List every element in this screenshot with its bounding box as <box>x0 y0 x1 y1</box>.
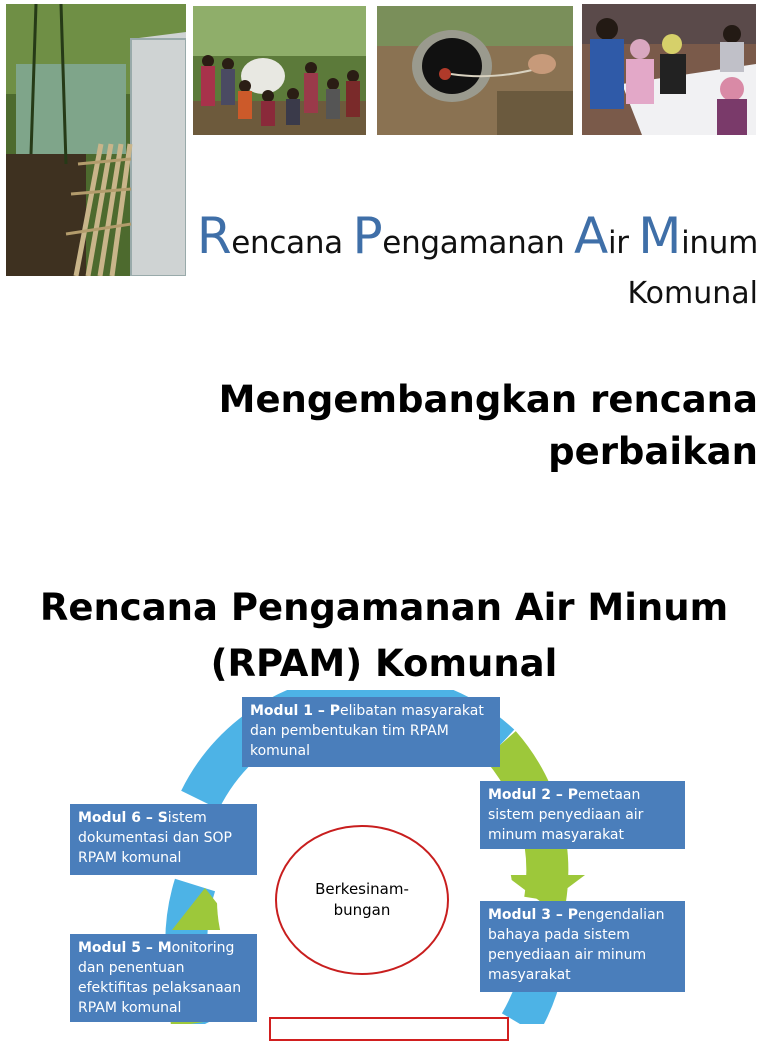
center-label: Berkesinam- bungan <box>315 880 409 919</box>
community-meeting-outdoor-photo <box>193 6 366 135</box>
module-heading: Modul 1 – P <box>250 703 340 719</box>
title-initial: A <box>574 207 608 265</box>
slide1-subtitle: Mengembangkan rencana perbaikan <box>218 378 758 473</box>
title-word: inum <box>681 225 758 261</box>
module-heading: Modul 6 – S <box>78 810 168 826</box>
title-initial: P <box>352 207 383 265</box>
module-1-box <box>242 697 500 767</box>
module-heading: Modul 3 – P <box>488 907 578 923</box>
module-text: onitoring dan penentuan efektifitas pelaksanaan RPAM komunal <box>78 940 242 1016</box>
module-text: engendalian bahaya pada sistem penyediaan air minum masyarakat <box>488 907 665 983</box>
workshop-group-photo <box>582 4 756 135</box>
module-heading: Modul 5 – M <box>78 940 172 956</box>
module-2-box <box>480 781 685 849</box>
bottom-outlined-box <box>269 1017 509 1041</box>
title-word: encana <box>231 225 353 261</box>
slide1-title <box>197 207 758 265</box>
title-initial: R <box>196 207 232 265</box>
title-word: engamanan <box>382 225 575 261</box>
water-tank-bamboo-photo <box>6 4 186 276</box>
module-text: emetaan sistem penyediaan air minum masyarakat <box>488 787 644 843</box>
module-heading: Modul 2 – P <box>488 787 578 803</box>
module-text: elibatan masyarakat dan pembentukan tim RPAM komunal <box>250 703 484 759</box>
module-3-box <box>480 901 685 992</box>
title-initial: M <box>638 207 682 265</box>
title-word: ir <box>607 225 639 261</box>
module-text: istem dokumentasi dan SOP RPAM komunal <box>78 810 232 866</box>
well-inspection-photo <box>377 6 573 135</box>
slide2-title: Rencana Pengamanan Air Minum (RPAM) Komunal <box>39 586 729 685</box>
module-5-box <box>70 934 257 1022</box>
title-second-line: Komunal <box>627 276 758 311</box>
module-6-box <box>70 804 257 875</box>
